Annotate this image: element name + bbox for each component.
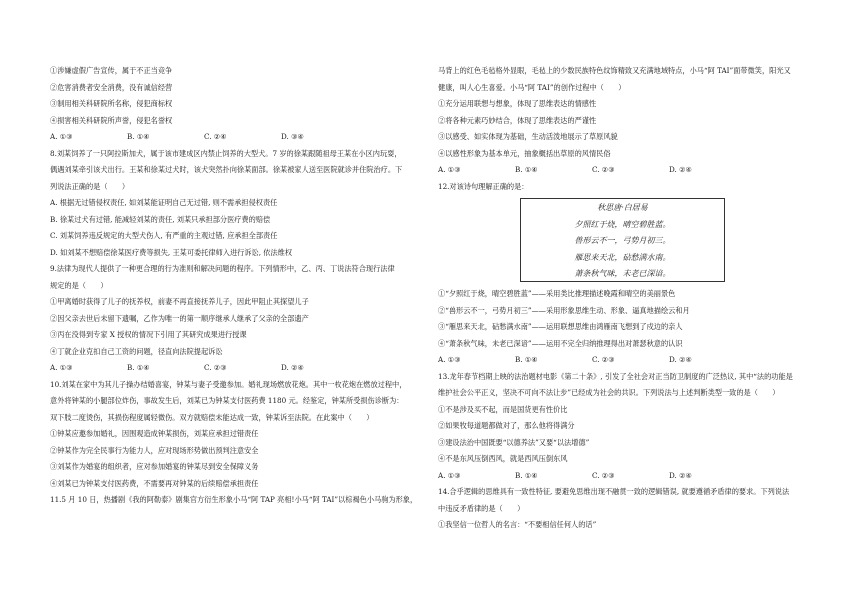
q10-stem-1: 10.刘某在家中为其儿子操办结婚喜宴，钟某与妻子受邀参加。婚礼现场燃放花炮。其中一枚花炮在燃放过程中， (50, 379, 407, 389)
q8-stem-2: 偶遇刘某牵引该犬出行。王某和徐某过犬时，该犬突然扑向徐某面部。徐某被家人送至医院就诊并住院治疗。下 (50, 165, 403, 174)
q7-choice-a: A. ①③ (50, 132, 73, 141)
left-column (50, 66, 420, 512)
q9-choice-c: C. ②③ (204, 363, 227, 372)
q12-choices (438, 355, 818, 365)
q12-stem: 12.对该诗句理解正确的是： (438, 181, 529, 191)
q11-choice-d: D. ②④ (669, 165, 692, 174)
q14-stem-1: 14.合乎逻辑的思维具有一致性特征, 要避免思维出现不融贯一致的逻辑错误, 就要遵循矛盾律的要求。下列说法 (438, 487, 790, 496)
q9-stem-1: 9.法律为现代人提供了一种更合理的行为准则和解决问题的程序。下列情形中，乙、丙、丁说法符合现行法律 (50, 264, 395, 273)
q13-option-1: ①不是涉及买不起，而是国货更有性价比 (438, 404, 568, 414)
poem-title: 秋思唐·白居易 (597, 203, 648, 212)
q11-stem-2: 马背上的红色毛毡格外显眼，毛毡上的少数民族特色纹饰精致又充满地域特点，小马“阿 TAI”面带微笑，阳光又 (438, 66, 791, 75)
q13-choices (438, 471, 818, 481)
q8-option-b: B. 徐某过犬有过错, 能减轻刘某的责任, 刘某只承担部分医疗费的赔偿 (50, 214, 271, 224)
q12-choice-b: B. ①④ (515, 355, 538, 364)
q11-stem-3: 健康，叫人心生喜爱。小马“阿 TAI”的创作过程中（ ） (438, 82, 626, 92)
q12-choice-a: A. ①③ (438, 355, 461, 364)
q11-choices (438, 165, 818, 175)
q11-option-2: ②将各种元素巧妙结合，体现了思维表达的严谨性 (438, 115, 597, 125)
q8-stem-3: 列说法正确的是（ ） (50, 181, 130, 191)
q9-choice-b: B. ①④ (127, 363, 150, 372)
q8-option-d: D. 如刘某不想赔偿徐某医疗费等损失, 王某可委托律师入进行诉讼, 依法维权 (50, 247, 293, 257)
poem-box (520, 198, 725, 282)
q10-option-1: ①钟某应邀参加婚礼，因围观造成钟某损伤，刘某应承担过错责任 (50, 429, 259, 438)
right-column (438, 66, 818, 537)
q7-option-3: ③制用相关科研院所名称，侵犯商标权 (50, 99, 173, 108)
q13-choice-d: D. ②④ (669, 470, 692, 480)
q9-choice-d: D. ②④ (281, 363, 304, 372)
q7-choice-c: C. ②④ (204, 132, 227, 141)
q9-choice-a: A. ①③ (50, 363, 73, 372)
q7-choices (50, 132, 420, 142)
q8-stem-1: 8.刘某饲养了一只阿拉斯加犬，属于该市建成区内禁止饲养的大型犬。7 岁的徐某跟随祖母王某在小区内玩耍， (50, 148, 402, 158)
q13-choice-c: C. ②③ (592, 470, 615, 480)
q9-stem-2: 规定的是（ ） (50, 280, 108, 290)
q9-option-4: ④丁就企业克扣自己工资的问题，径直向法院提起诉讼 (50, 346, 223, 356)
q10-option-4: ④刘某已为钟某支付医药费，不需要再对钟某的后续赔偿承担责任 (50, 478, 259, 488)
q11-option-4: ④以感性形象为基本单元，抽象概括出草原的风情民俗 (438, 148, 611, 158)
q7-choice-b: B. ①④ (127, 132, 150, 141)
q11-choice-c: C. ②③ (592, 165, 615, 174)
q13-choice-a: A. ①③ (438, 470, 461, 480)
q9-option-3: ③丙在没得到专家 X 授权的情况下引用了其研究成果进行授课 (50, 330, 247, 339)
q9-option-2: ②因父亲去世后未留下遗嘱，乙作为唯一的第一顺序继承人继承了父亲的全部遗产 (50, 313, 309, 323)
q12-option-2: ②“兽形云不一，弓势月初三”——采用形象思维生动、形象、逼真地描绘云和月 (438, 305, 690, 315)
q11-choice-b: B. ①④ (515, 165, 538, 174)
q11-option-1: ①充分运用联想与想象，体现了思维表达的情感性 (438, 99, 597, 108)
q13-stem-2: 维护社会公平正义，坚决不可向不法让步”已经成为社会的共识。下列说法与上述判断类型一致的是（ ） (438, 388, 780, 397)
q14-option-1: ①我坚信一位哲人的名言：“不要相信任何人的话” (438, 520, 597, 529)
q10-option-2: ②钟某作为完全民事行为能力人，应对现场形势做出预判注意安全 (50, 445, 259, 455)
q7-choice-d: D. ③④ (281, 132, 304, 141)
q10-stem-3: 双下肢二度烫伤，其损伤程度属轻微伤。双方就赔偿未能达成一致，钟某诉至法院。在此案中（ ） (50, 412, 374, 422)
q9-choices (50, 363, 420, 373)
q12-option-1: ①“夕照红于烧，晴空碧胜蓝”——采用类比推理描述晚霞和晴空的美丽景色 (438, 289, 676, 298)
poem-line-2: 兽形云不一，弓势月初三。 (574, 236, 671, 245)
q13-option-2: ②如果牧每道题都做对了，那么他将得满分 (438, 421, 575, 430)
q10-option-3: ③刘某作为婚宴的组织者，应对参加婚宴的钟某尽到安全保障义务 (50, 462, 259, 471)
q13-stem-1: 13.龙年春节档期上映的法治题材电影《第二十条》, 引发了全社会对正当防卫制度的广泛热议, 其中“法的功能是 (438, 371, 793, 381)
q8-option-c: C. 刘某饲养违反规定的大型犬伤人, 有严重的主观过错, 应承担全部责任 (50, 231, 278, 240)
q13-option-4: ④不是东风压倒西风，就是西风压倒东风 (438, 454, 568, 463)
poem-line-4: 萧条秋气味，未老已深谙。 (574, 269, 671, 278)
q13-choice-b: B. ①④ (515, 470, 538, 480)
q12-choice-c: C. ②③ (592, 355, 615, 364)
q12-choice-d: D. ②④ (669, 355, 692, 364)
q7-option-4: ④损害相关科研院所声誉，侵犯名誉权 (50, 115, 173, 125)
q7-option-2: ②危害消费者安全消费，没有诚信经营 (50, 82, 173, 92)
q11-stem-start: 11.5 月 10 日，热播剧《我的阿勒泰》剧集官方衍生形象小马“阿 TAP 亮相!小马“阿 TAI”以棕褐色小马驹为形象， (50, 495, 418, 504)
poem-line-1: 夕照红于烧，晴空碧胜蓝。 (574, 219, 671, 229)
poem-line-3: 雁思来天北，砧愁满水南。 (574, 252, 671, 262)
q10-stem-2: 意外将钟某的小腿部位炸伤，事故发生后，刘某已为钟某支付医药费 1180 元。经鉴定，钟某所受损伤诊断为： (50, 396, 404, 405)
q14-stem-2: 中违反矛盾律的是（ ） (438, 503, 525, 513)
q11-option-3: ③以感受、如实体现为基础，生动活泼地展示了草原风貌 (438, 132, 618, 141)
q12-option-3: ③“雁思来天北，砧愁满水南”——运用联想思维由鸿雁南飞想到了戍边的亲人 (438, 322, 683, 331)
q9-option-1: ①甲离婚时获得了儿子的抚养权，前妻不再直接抚养儿子，因此甲阻止其探望儿子 (50, 297, 309, 306)
q7-option-1: ①涉嫌虚假广告宣传，属于不正当竞争 (50, 66, 173, 75)
q11-choice-a: A. ①③ (438, 165, 461, 174)
q8-option-a: A. 根据无过错侵权责任, 如刘某能证明自己无过错, 则不需承担侵权责任 (50, 198, 278, 207)
q13-option-3: ③建设法治中国既要“以德养法”又要“以法增德” (438, 437, 590, 447)
q12-option-4: ④“萧条秋气味，未老已深谙”——运用不完全归纳推理得出对萧瑟秋意的认识 (438, 338, 683, 348)
